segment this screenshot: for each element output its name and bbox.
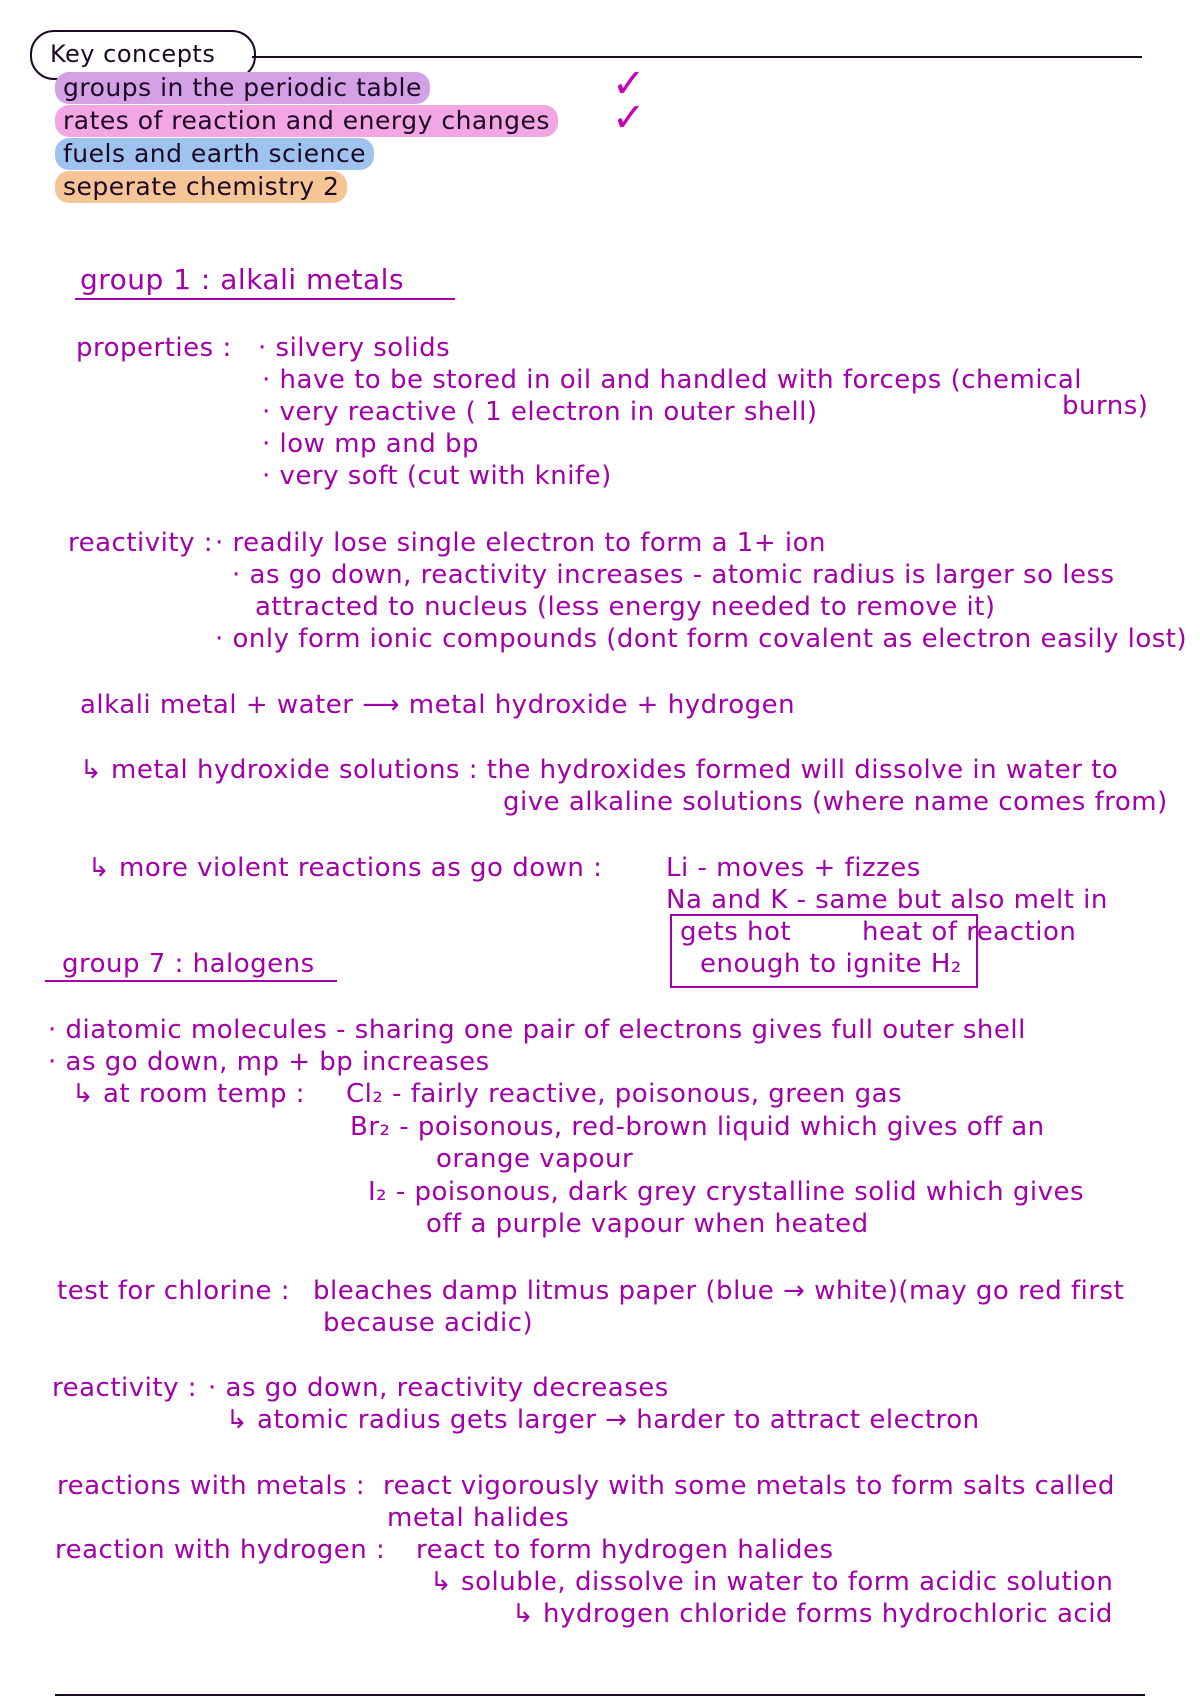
violence-line: heat of reaction	[862, 917, 1077, 947]
violence-line: Na and K - same but also melt in	[666, 885, 1108, 915]
chlorine-test-line: because acidic)	[323, 1308, 534, 1338]
boxed-text: gets hot	[680, 917, 792, 947]
reactivity-line: · only form ionic compounds (dont form covalent as electron easily lost)	[215, 624, 1188, 654]
check-mark-icon: ✓	[612, 95, 646, 141]
reactivity-label: reactivity :	[68, 528, 213, 558]
hydrogen-line: ↳ hydrogen chloride forms hydrochloric acid	[512, 1599, 1113, 1629]
chlorine-test-label: test for chlorine :	[57, 1276, 291, 1306]
metals-line: metal halides	[387, 1503, 570, 1533]
check-mark-icon: ✓	[612, 61, 646, 107]
hydroxide-note: give alkaline solutions (where name comes from)	[503, 787, 1168, 817]
bottom-rule	[55, 1694, 1145, 1696]
halogen-line: Br₂ - poisonous, red-brown liquid which gives off an	[350, 1112, 1045, 1142]
property-wrap: burns)	[1062, 391, 1149, 421]
group7-heading-underline	[45, 980, 337, 982]
key-concepts-title: Key concepts	[50, 40, 216, 68]
hydroxide-note: ↳ metal hydroxide solutions : the hydroxides formed will dissolve in water to	[80, 755, 1119, 785]
alkali-water-equation: alkali metal + water ⟶ metal hydroxide + hydrogen	[80, 690, 796, 720]
key-concept-item: fuels and earth science	[55, 138, 374, 170]
hydrogen-label: reaction with hydrogen :	[55, 1535, 386, 1565]
halogen-line: orange vapour	[436, 1144, 634, 1174]
group7-heading: group 7 : halogens	[62, 949, 315, 979]
boxed-text: enough to ignite H₂	[700, 949, 962, 979]
group1-heading-underline	[75, 298, 455, 300]
property-line: · very reactive ( 1 electron in outer shell)	[262, 397, 818, 427]
reactivity-line: attracted to nucleus (less energy needed to remove it)	[255, 592, 996, 622]
metals-label: reactions with metals :	[57, 1471, 366, 1501]
key-concept-item: groups in the periodic table	[55, 72, 430, 104]
halogen-line: I₂ - poisonous, dark grey crystalline solid which gives	[368, 1177, 1085, 1207]
metals-line: react vigorously with some metals to form salts called	[383, 1471, 1115, 1501]
property-line: · silvery solids	[258, 333, 451, 363]
violence-line: Li - moves + fizzes	[666, 853, 921, 883]
group7-reactivity-line: ↳ atomic radius gets larger → harder to attract electron	[226, 1405, 980, 1435]
property-line: · low mp and bp	[262, 429, 479, 459]
group7-reactivity-label: reactivity :	[52, 1373, 197, 1403]
violence-label: ↳ more violent reactions as go down :	[88, 853, 603, 883]
key-concept-item: seperate chemistry 2	[55, 171, 347, 203]
group7-point: · diatomic molecules - sharing one pair of electrons gives full outer shell	[48, 1015, 1026, 1045]
halogen-line: off a purple vapour when heated	[426, 1209, 869, 1239]
chlorine-test-line: bleaches damp litmus paper (blue → white)(may go red first	[313, 1276, 1125, 1306]
group7-reactivity-line: · as go down, reactivity decreases	[208, 1373, 669, 1403]
top-rule	[252, 56, 1142, 58]
properties-label: properties :	[76, 333, 232, 363]
reactivity-line: · as go down, reactivity increases - atomic radius is larger so less	[232, 560, 1115, 590]
room-temp-label: ↳ at room temp :	[72, 1079, 306, 1109]
key-concept-item: rates of reaction and energy changes	[55, 105, 558, 137]
property-line: · have to be stored in oil and handled with forceps (chemical	[262, 365, 1083, 395]
halogen-line: Cl₂ - fairly reactive, poisonous, green gas	[346, 1079, 903, 1109]
reactivity-line: · readily lose single electron to form a 1+ ion	[215, 528, 826, 558]
hydrogen-line: ↳ soluble, dissolve in water to form acidic solution	[430, 1567, 1114, 1597]
group7-point: · as go down, mp + bp increases	[48, 1047, 490, 1077]
property-line: · very soft (cut with knife)	[262, 461, 612, 491]
hydrogen-line: react to form hydrogen halides	[416, 1535, 834, 1565]
group1-heading: group 1 : alkali metals	[80, 263, 405, 296]
